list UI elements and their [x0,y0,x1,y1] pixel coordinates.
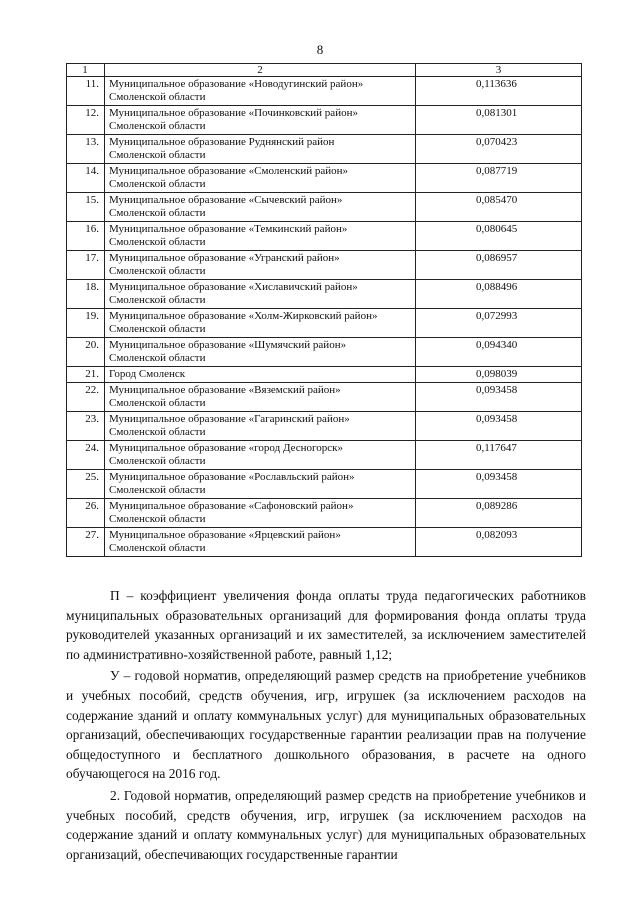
municipality-name [105,222,416,251]
municipality-name [105,251,416,280]
coefficient-value: 0,085470 [416,193,582,222]
row-number: 23. [67,412,105,441]
table-row [67,528,582,557]
municipality-name-line2: Смоленской области [109,178,206,190]
municipality-name-line1: Муниципальное образование «Сафоновский район» [109,500,354,512]
coefficient-value: 0,072993 [416,309,582,338]
row-number: 20. [67,338,105,367]
municipality-name [105,367,416,383]
municipality-name-line1: Город Смоленск [109,368,186,380]
body-text [66,586,586,864]
row-number: 26. [67,499,105,528]
municipality-name-line1: Муниципальное образование «Сычевский район» [109,194,343,206]
municipality-name [105,338,416,367]
row-number: 12. [67,106,105,135]
municipality-name-line1: Муниципальное образование «Вяземский район» [109,384,341,396]
municipality-name [105,528,416,557]
row-number: 18. [67,280,105,309]
municipality-name-line2: Смоленской области [109,294,206,306]
table-row [67,164,582,193]
row-number: 25. [67,470,105,499]
municipality-name-line1: Муниципальное образование «город Десногорск» [109,442,343,454]
header-cell-name: 2 [105,64,416,77]
municipality-name-line2: Смоленской области [109,91,206,103]
table-row [67,367,582,383]
table-row [67,251,582,280]
table-row [67,106,582,135]
municipality-name-line2: Смоленской области [109,513,206,525]
coefficient-value: 0,093458 [416,412,582,441]
municipality-name-line2: Смоленской области [109,484,206,496]
row-number: 15. [67,193,105,222]
municipality-name-line2: Смоленской области [109,120,206,132]
municipality-name [105,412,416,441]
municipality-name [105,280,416,309]
row-number: 13. [67,135,105,164]
table-row [67,441,582,470]
municipality-name-line2: Смоленской области [109,149,206,161]
row-number: 27. [67,528,105,557]
municipality-name-line2: Смоленской области [109,542,206,554]
header-cell-number: 1 [67,64,105,77]
coefficient-table [66,63,582,557]
table-row [67,470,582,499]
coefficient-value: 0,093458 [416,383,582,412]
municipality-name-line2: Смоленской области [109,265,206,277]
row-number: 16. [67,222,105,251]
municipality-name [105,499,416,528]
table-body [67,77,582,557]
municipality-name-line1: Муниципальное образование «Ярцевский район» [109,529,341,541]
coefficient-value: 0,086957 [416,251,582,280]
row-number: 14. [67,164,105,193]
municipality-name-line2: Смоленской области [109,426,206,438]
row-number: 11. [67,77,105,106]
municipality-name [105,164,416,193]
municipality-name-line2: Смоленской области [109,397,206,409]
municipality-name [105,193,416,222]
table-row [67,309,582,338]
coefficient-value: 0,080645 [416,222,582,251]
table-row [67,193,582,222]
coefficient-value: 0,082093 [416,528,582,557]
municipality-name-line2: Смоленской области [109,236,206,248]
coefficient-value: 0,093458 [416,470,582,499]
municipality-name-line1: Муниципальное образование «Шумячский район» [109,339,347,351]
coefficient-value: 0,098039 [416,367,582,383]
municipality-name-line2: Смоленской области [109,207,206,219]
table-row [67,383,582,412]
municipality-name-line2: Смоленской области [109,352,206,364]
header-cell-value: 3 [416,64,582,77]
paragraph-coefficient-p: П – коэффициент увеличения фонда оплаты труда педагогических работников муниципальных образовательных организаций для формирования фонда оплаты труда руководителей указанных организаций и их заместителей, за исключением заместителей по административно-хозяйственной работе, равный 1,12; [66,588,586,662]
row-number: 19. [67,309,105,338]
municipality-name [105,383,416,412]
municipality-name-line1: Муниципальное образование «Починковский район» [109,107,358,119]
municipality-name-line1: Муниципальное образование «Темкинский район» [109,223,348,235]
municipality-name [105,470,416,499]
table-row [67,77,582,106]
municipality-name-line1: Муниципальное образование Руднянский район [109,136,335,148]
coefficient-value: 0,070423 [416,135,582,164]
coefficient-value: 0,088496 [416,280,582,309]
row-number: 21. [67,367,105,383]
municipality-name-line1: Муниципальное образование «Рославльский район» [109,471,355,483]
municipality-name [105,77,416,106]
coefficient-value: 0,081301 [416,106,582,135]
table-row [67,222,582,251]
municipality-name [105,106,416,135]
municipality-name-line2: Смоленской области [109,455,206,467]
coefficient-value: 0,113636 [416,77,582,106]
municipality-name-line1: Муниципальное образование «Хиславичский район» [109,281,358,293]
municipality-name [105,441,416,470]
row-number: 22. [67,383,105,412]
municipality-name-line1: Муниципальное образование «Новодугинский район» [109,78,364,90]
municipality-name [105,135,416,164]
row-number: 24. [67,441,105,470]
table-row [67,280,582,309]
coefficient-value: 0,089286 [416,499,582,528]
table-row [67,412,582,441]
paragraph-norm-u: У – годовой норматив, определяющий размер средств на приобретение учебников и учебных пособий, средств обучения, игр, игрушек (за исключением расходов на содержание зданий и оплату коммунальных услуг) для муниципальных образовательных организаций, обеспечивающих государственные гарантии реализации прав на получение общедоступного и бесплатного дошкольного образования, в расчете на одного обучающегося на 2016 год. [66,668,586,782]
municipality-name-line1: Муниципальное образование «Холм-Жирковский район» [109,310,378,322]
paragraph-item-2: 2. Годовой норматив, определяющий размер средств на приобретение учебников и учебных пособий, средств обучения, игр, игрушек (за исключением расходов на содержание зданий и оплату коммунальных услуг) для муниципальных образовательных организаций, обеспечивающих государственные гарантии [66,787,586,862]
coefficient-value: 0,094340 [416,338,582,367]
table-row [67,135,582,164]
table-row [67,338,582,367]
municipality-name-line1: Муниципальное образование «Угранский район» [109,252,340,264]
municipality-name [105,309,416,338]
page-number: 8 [316,42,324,57]
municipality-name-line1: Муниципальное образование «Гагаринский район» [109,413,350,425]
municipality-name-line1: Муниципальное образование «Смоленский район» [109,165,348,177]
coefficient-value: 0,117647 [416,441,582,470]
coefficient-value: 0,087719 [416,164,582,193]
row-number: 17. [67,251,105,280]
municipality-name-line2: Смоленской области [109,323,206,335]
table-header-row [67,64,582,77]
table-row [67,499,582,528]
